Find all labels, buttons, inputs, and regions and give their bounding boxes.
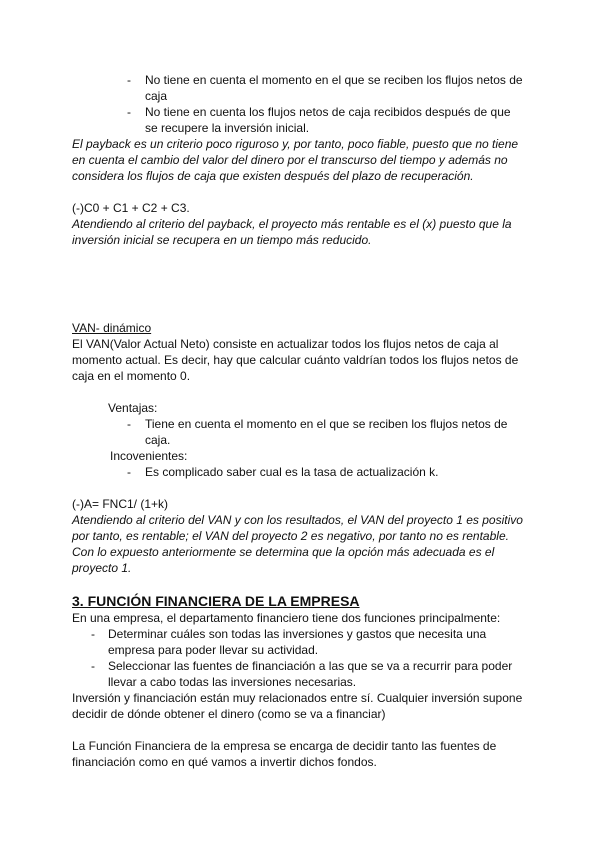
list-dash: -	[127, 465, 131, 479]
list-dash: -	[91, 659, 95, 673]
list-item-text: caja	[145, 89, 168, 103]
list-item-text: Tiene en cuenta el momento en el que se reciben los flujos netos de	[145, 417, 508, 431]
payback-formula: (-)C0 + C1 + C2 + C3.	[72, 201, 190, 215]
section-heading: 3. FUNCIÓN FINANCIERA DE LA EMPRESA	[72, 593, 360, 609]
advantages-label: Ventajas:	[108, 401, 158, 415]
list-dash: -	[127, 73, 131, 87]
section-intro: En una empresa, el departamento financiero tiene dos funciones principalmente:	[72, 611, 501, 625]
list-item-text: Determinar cuáles son todas las inversiones y gastos que necesita una	[108, 627, 487, 641]
van-title: VAN- dinámico	[72, 321, 152, 335]
van-conclusion-line: Atendiendo al criterio del VAN y con los resultados, el VAN del proyecto 1 es positivo	[72, 513, 523, 527]
list-dash: -	[127, 417, 131, 431]
van-conclusion-line: Con lo expuesto anteriormente se determina que la opción más adecuada es el	[72, 545, 495, 559]
list-item-text: empresa para poder llevar su actividad.	[108, 643, 319, 657]
list-dash: -	[127, 105, 131, 119]
closing-line: La Función Financiera de la empresa se encarga de decidir tanto las fuentes de	[72, 739, 497, 753]
payback-note-line: en cuenta el cambio del valor del dinero por el transcurso del tiempo y además no	[72, 153, 508, 167]
list-dash: -	[91, 627, 95, 641]
list-item-text: Es complicado saber cual es la tasa de actualización k.	[145, 465, 439, 479]
list-item-text: Seleccionar las fuentes de financiación a las que se va a recurrir para poder	[108, 659, 513, 673]
van-conclusion-line: proyecto 1.	[72, 561, 132, 575]
list-item-text: llevar a cabo todas las inversiones necesarias.	[108, 675, 357, 689]
van-formula: (-)A= FNC1/ (1+k)	[72, 497, 169, 511]
payback-note-line: El payback es un criterio poco riguroso y, por tanto, poco fiable, puesto que no tiene	[72, 137, 519, 151]
van-description-line: caja en el momento 0.	[72, 369, 191, 383]
relation-line: decidir de dónde obtener el dinero (como se va a financiar)	[72, 707, 386, 721]
disadvantages-label: Incovenientes:	[110, 449, 188, 463]
van-conclusion-line: por tanto, es rentable; el VAN del proyecto 2 es negativo, por tanto no es rentable.	[72, 529, 509, 543]
list-item-text: No tiene en cuenta los flujos netos de caja recibidos después de que	[145, 105, 511, 119]
payback-conclusion-line: inversión inicial se recupera en un tiempo más reducido.	[72, 233, 372, 247]
van-description-line: momento actual. Es decir, hay que calcular cuánto valdrían todos los flujos netos de	[72, 353, 519, 367]
relation-line: Inversión y financiación están muy relacionados entre sí. Cualquier inversión supone	[72, 691, 523, 705]
closing-line: financiación como en qué vamos a invertir dichos fondos.	[72, 755, 377, 769]
payback-conclusion-line: Atendiendo al criterio del payback, el proyecto más rentable es el (x) puesto que la	[72, 217, 512, 231]
van-description-line: El VAN(Valor Actual Neto) consiste en actualizar todos los flujos netos de caja al	[72, 337, 499, 351]
payback-note-line: considera los flujos de caja que existen después del plazo de recuperación.	[72, 169, 474, 183]
list-item-text: caja.	[145, 433, 171, 447]
list-item-text: No tiene en cuenta el momento en el que se reciben los flujos netos de	[145, 73, 523, 87]
list-item-text: se recupere la inversión inicial.	[145, 121, 310, 135]
